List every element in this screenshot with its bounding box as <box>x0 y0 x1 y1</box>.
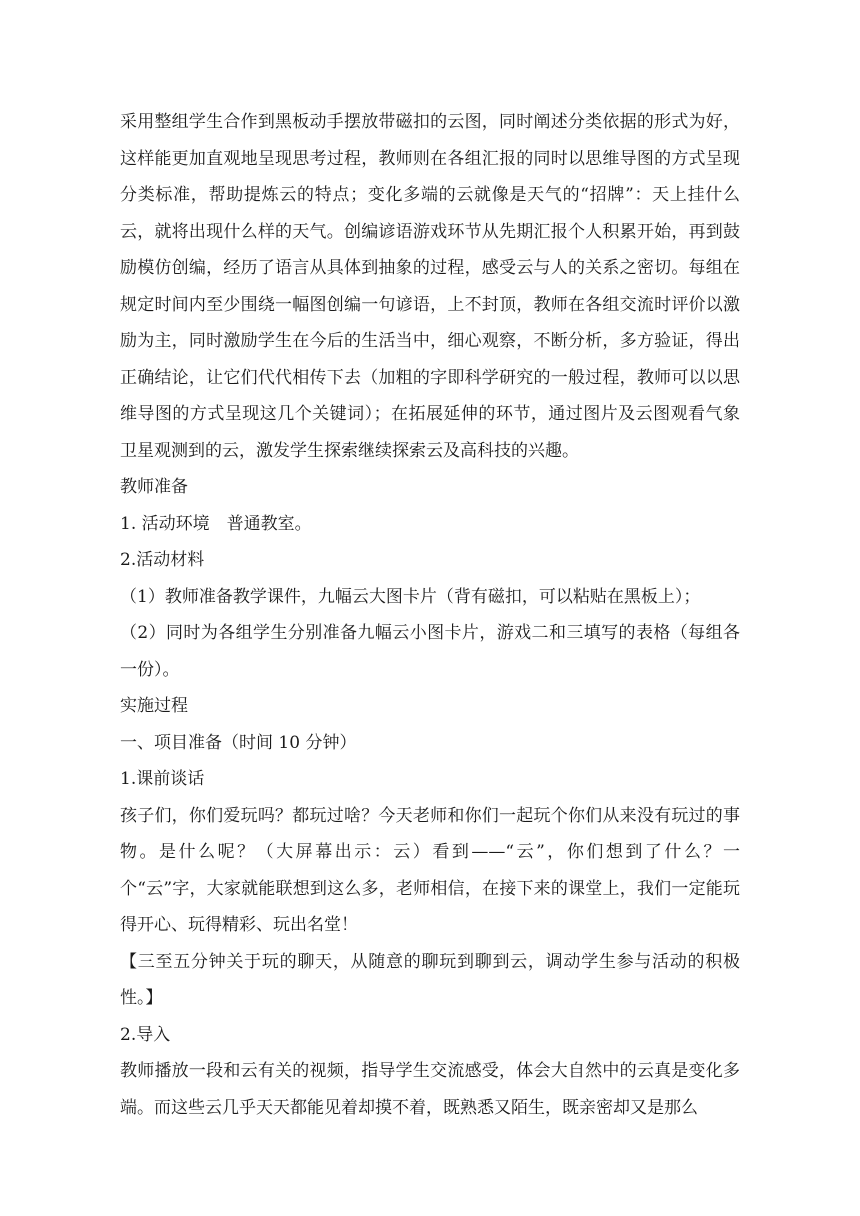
material-item-1: （1）教师准备教学课件，九幅云大图卡片（背有磁扣，可以粘贴在黑板上）； <box>120 586 701 607</box>
material-item-2: （2）同时为各组学生分别准备九幅云小图卡片，游戏二和三填写的表格（每组各一份）。 <box>120 623 740 680</box>
activity-materials-heading: 2.活动材料 <box>120 550 205 570</box>
intro-text: 教师播放一段和云有关的视频，指导学生交流感受，体会大自然中的云真是变化多端。而这些云几乎天天都能见着却摸不着，既熟悉又陌生，既亲密却又是那么 <box>120 1061 740 1118</box>
implementation-heading: 实施过程 <box>120 696 188 716</box>
activity-environment: 1. 活动环境 普通教室。 <box>120 513 312 534</box>
intro-paragraph: 采用整组学生合作到黑板动手摆放带磁扣的云图，同时阐述分类依据的形式为好，这样能更加直观地呈现思考过程，教师则在各组汇报的同时以思维导图的方式呈现分类标准，帮助提炼云的特点；变化多端的云就像是天气的“招牌”：天上挂什么云，就将出现什么样的天气。创编谚语游戏环节从先期汇报个人积累开始，再到鼓励模仿创编，经历了语言从具体到抽象的过程，感受云与人的关系之密切。每组在规定时间内至少围绕一幅图创编一句谚语，上不封顶，教师在各组交流时评价以激励为主，同时激励学生在今后的生活当中，细心观察，不断分析，多方验证，得出正确结论，让它们代代相传下去（加粗的字即科学研究的一般过程，教师可以以思维导图的方式呈现这几个关键词）；在拓展延伸的环节，通过图片及云图观看气象卫星观测到的云，激发学生探索继续探索云及高科技的兴趣。 <box>120 112 740 461</box>
document-page <box>120 104 740 1126</box>
section-one-heading: 一、项目准备（时间 10 分钟） <box>120 732 357 753</box>
teacher-prep-heading: 教师准备 <box>120 477 188 497</box>
intro-heading: 2.导入 <box>120 1024 171 1045</box>
pre-class-talk-heading: 1.课前谈话 <box>120 769 205 789</box>
note-paragraph: 【三至五分钟关于玩的聊天，从随意的聊玩到聊到云，调动学生参与活动的积极性。】 <box>120 951 740 1008</box>
talk-paragraph: 孩子们，你们爱玩吗？都玩过啥？今天老师和你们一起玩个你们从来没有玩过的事物。是什么呢？（大屏幕出示：云）看到——“云”，你们想到了什么？一个“云”字，大家就能联想到这么多，老师相信，在接下来的课堂上，我们一定能玩得开心、玩得精彩、玩出名堂！ <box>120 805 740 935</box>
